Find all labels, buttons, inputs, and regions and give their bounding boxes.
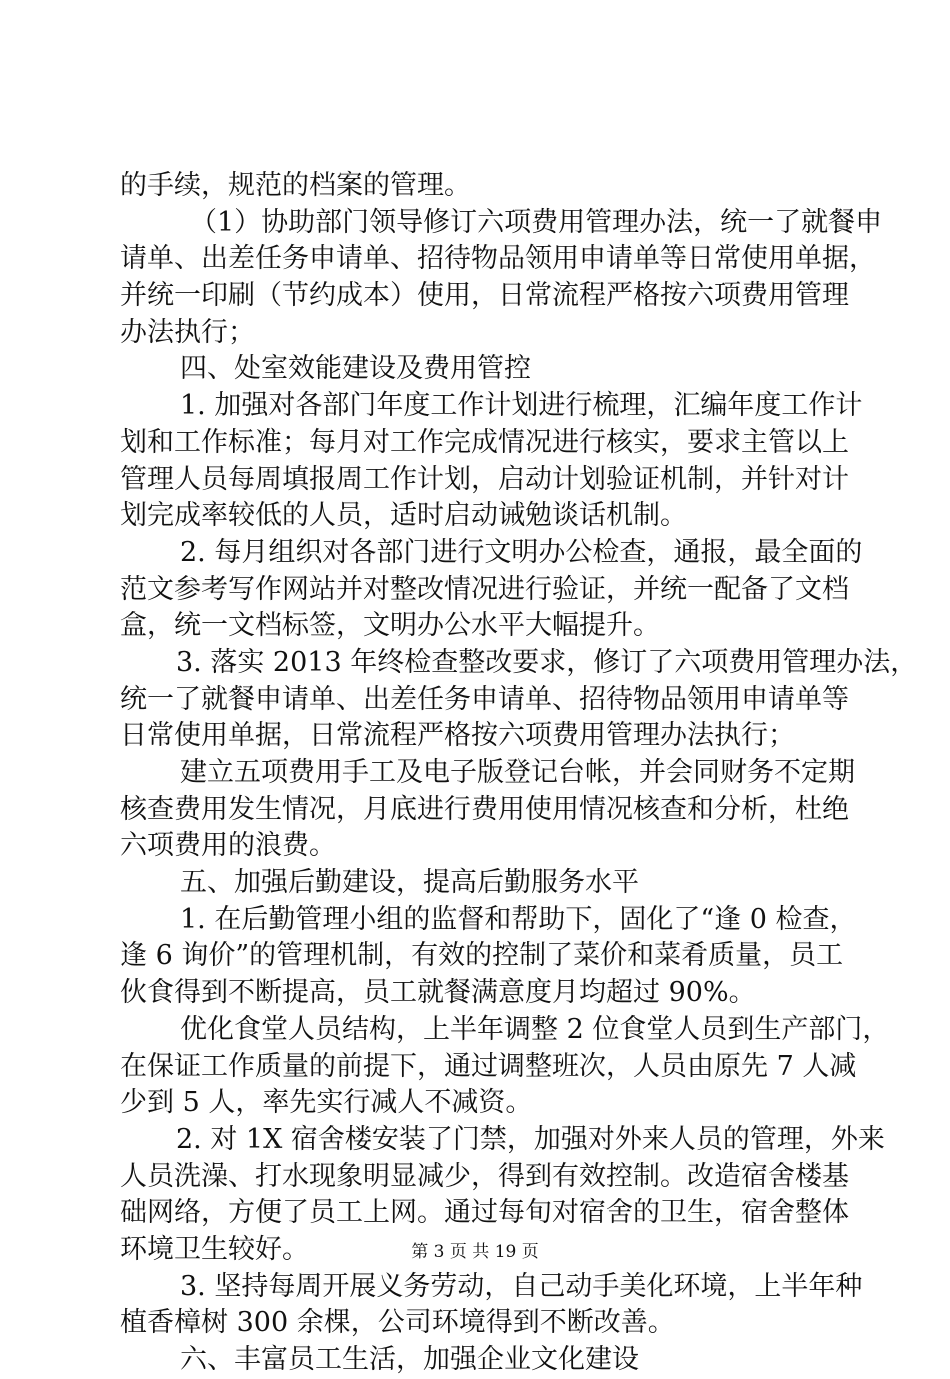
text-line: 人员洗澡、打水现象明显减少，得到有效控制。改造宿舍楼基: [120, 1160, 849, 1192]
text-line: 的手续，规范的档案的管理。: [120, 170, 471, 201]
text-line: 办法执行；: [120, 316, 255, 348]
text-line: 并统一印刷（节约成本）使用，日常流程严格按六项费用管理: [120, 280, 849, 312]
document-body: [120, 168, 918, 1379]
text-line: 优化食堂人员结构，上半年调整 2 位食堂人员到生产部门，: [180, 1013, 890, 1045]
text-line: 划和工作标准；每月对工作完成情况进行核实，要求主管以上: [120, 426, 849, 458]
text-line: （1）协助部门领导修订六项费用管理办法，统一了就餐申: [190, 206, 883, 238]
text-line: 2. 对 1X 宿舍楼安装了门禁，加强对外来人员的管理，外来: [176, 1123, 885, 1155]
text-line: 五、加强后勤建设，提高后勤服务水平: [180, 867, 639, 899]
text-line: 核查费用发生情况，月底进行费用使用情况核查和分析，杜绝: [120, 793, 849, 825]
text-line: 2. 每月组织对各部门进行文明办公检查，通报，最全面的: [180, 536, 863, 568]
text-line: 划完成率较低的人员，适时启动诫勉谈话机制。: [120, 500, 687, 532]
text-line: 少到 5 人，率先实行减人不减资。: [120, 1087, 533, 1119]
text-line: 管理人员每周填报周工作计划，启动计划验证机制，并针对计: [120, 463, 849, 495]
text-line: 1. 在后勤管理小组的监督和帮助下，固化了“逢 0 检查，: [180, 903, 857, 935]
text-line: 植香樟树 300 余棵，公司环境得到不断改善。: [120, 1307, 675, 1339]
text-line: 础网络，方便了员工上网。通过每旬对宿舍的卫生，宿舍整体: [120, 1197, 849, 1229]
text-line: 请单、出差任务申请单、招待物品领用申请单等日常使用单据，: [120, 243, 876, 275]
text-line: 盒，统一文档标签，文明办公水平大幅提升。: [120, 610, 660, 642]
text-line: 1. 加强对各部门年度工作计划进行梳理，汇编年度工作计: [180, 390, 863, 422]
text-line: 伙食得到不断提高，员工就餐满意度月均超过 90%。: [120, 977, 756, 1009]
text-line: 日常使用单据，日常流程严格按六项费用管理办法执行；: [120, 720, 795, 752]
page-footer: 第 3 页 共 19 页: [411, 1242, 539, 1262]
text-line: 建立五项费用手工及电子版登记台帐，并会同财务不定期: [180, 757, 855, 788]
text-line: 3. 落实 2013 年终检查整改要求，修订了六项费用管理办法，: [176, 646, 918, 678]
text-line: 四、处室效能建设及费用管控: [180, 353, 531, 385]
text-line: 环境卫生较好。: [120, 1233, 309, 1265]
text-line: 3. 坚持每周开展义务劳动，自己动手美化环境，上半年种: [180, 1270, 863, 1302]
text-line: 六、丰富员工生活，加强企业文化建设: [180, 1344, 639, 1375]
text-line: 统一了就餐申请单、出差任务申请单、招待物品领用申请单等: [120, 683, 849, 715]
text-line: 逢 6 询价”的管理机制，有效的控制了菜价和菜肴质量，员工: [120, 940, 844, 972]
text-line: 六项费用的浪费。: [120, 830, 336, 862]
text-line: 在保证工作质量的前提下，通过调整班次，人员由原先 7 人减: [120, 1050, 857, 1082]
text-line: 范文参考写作网站并对整改情况进行验证，并统一配备了文档: [120, 573, 849, 605]
